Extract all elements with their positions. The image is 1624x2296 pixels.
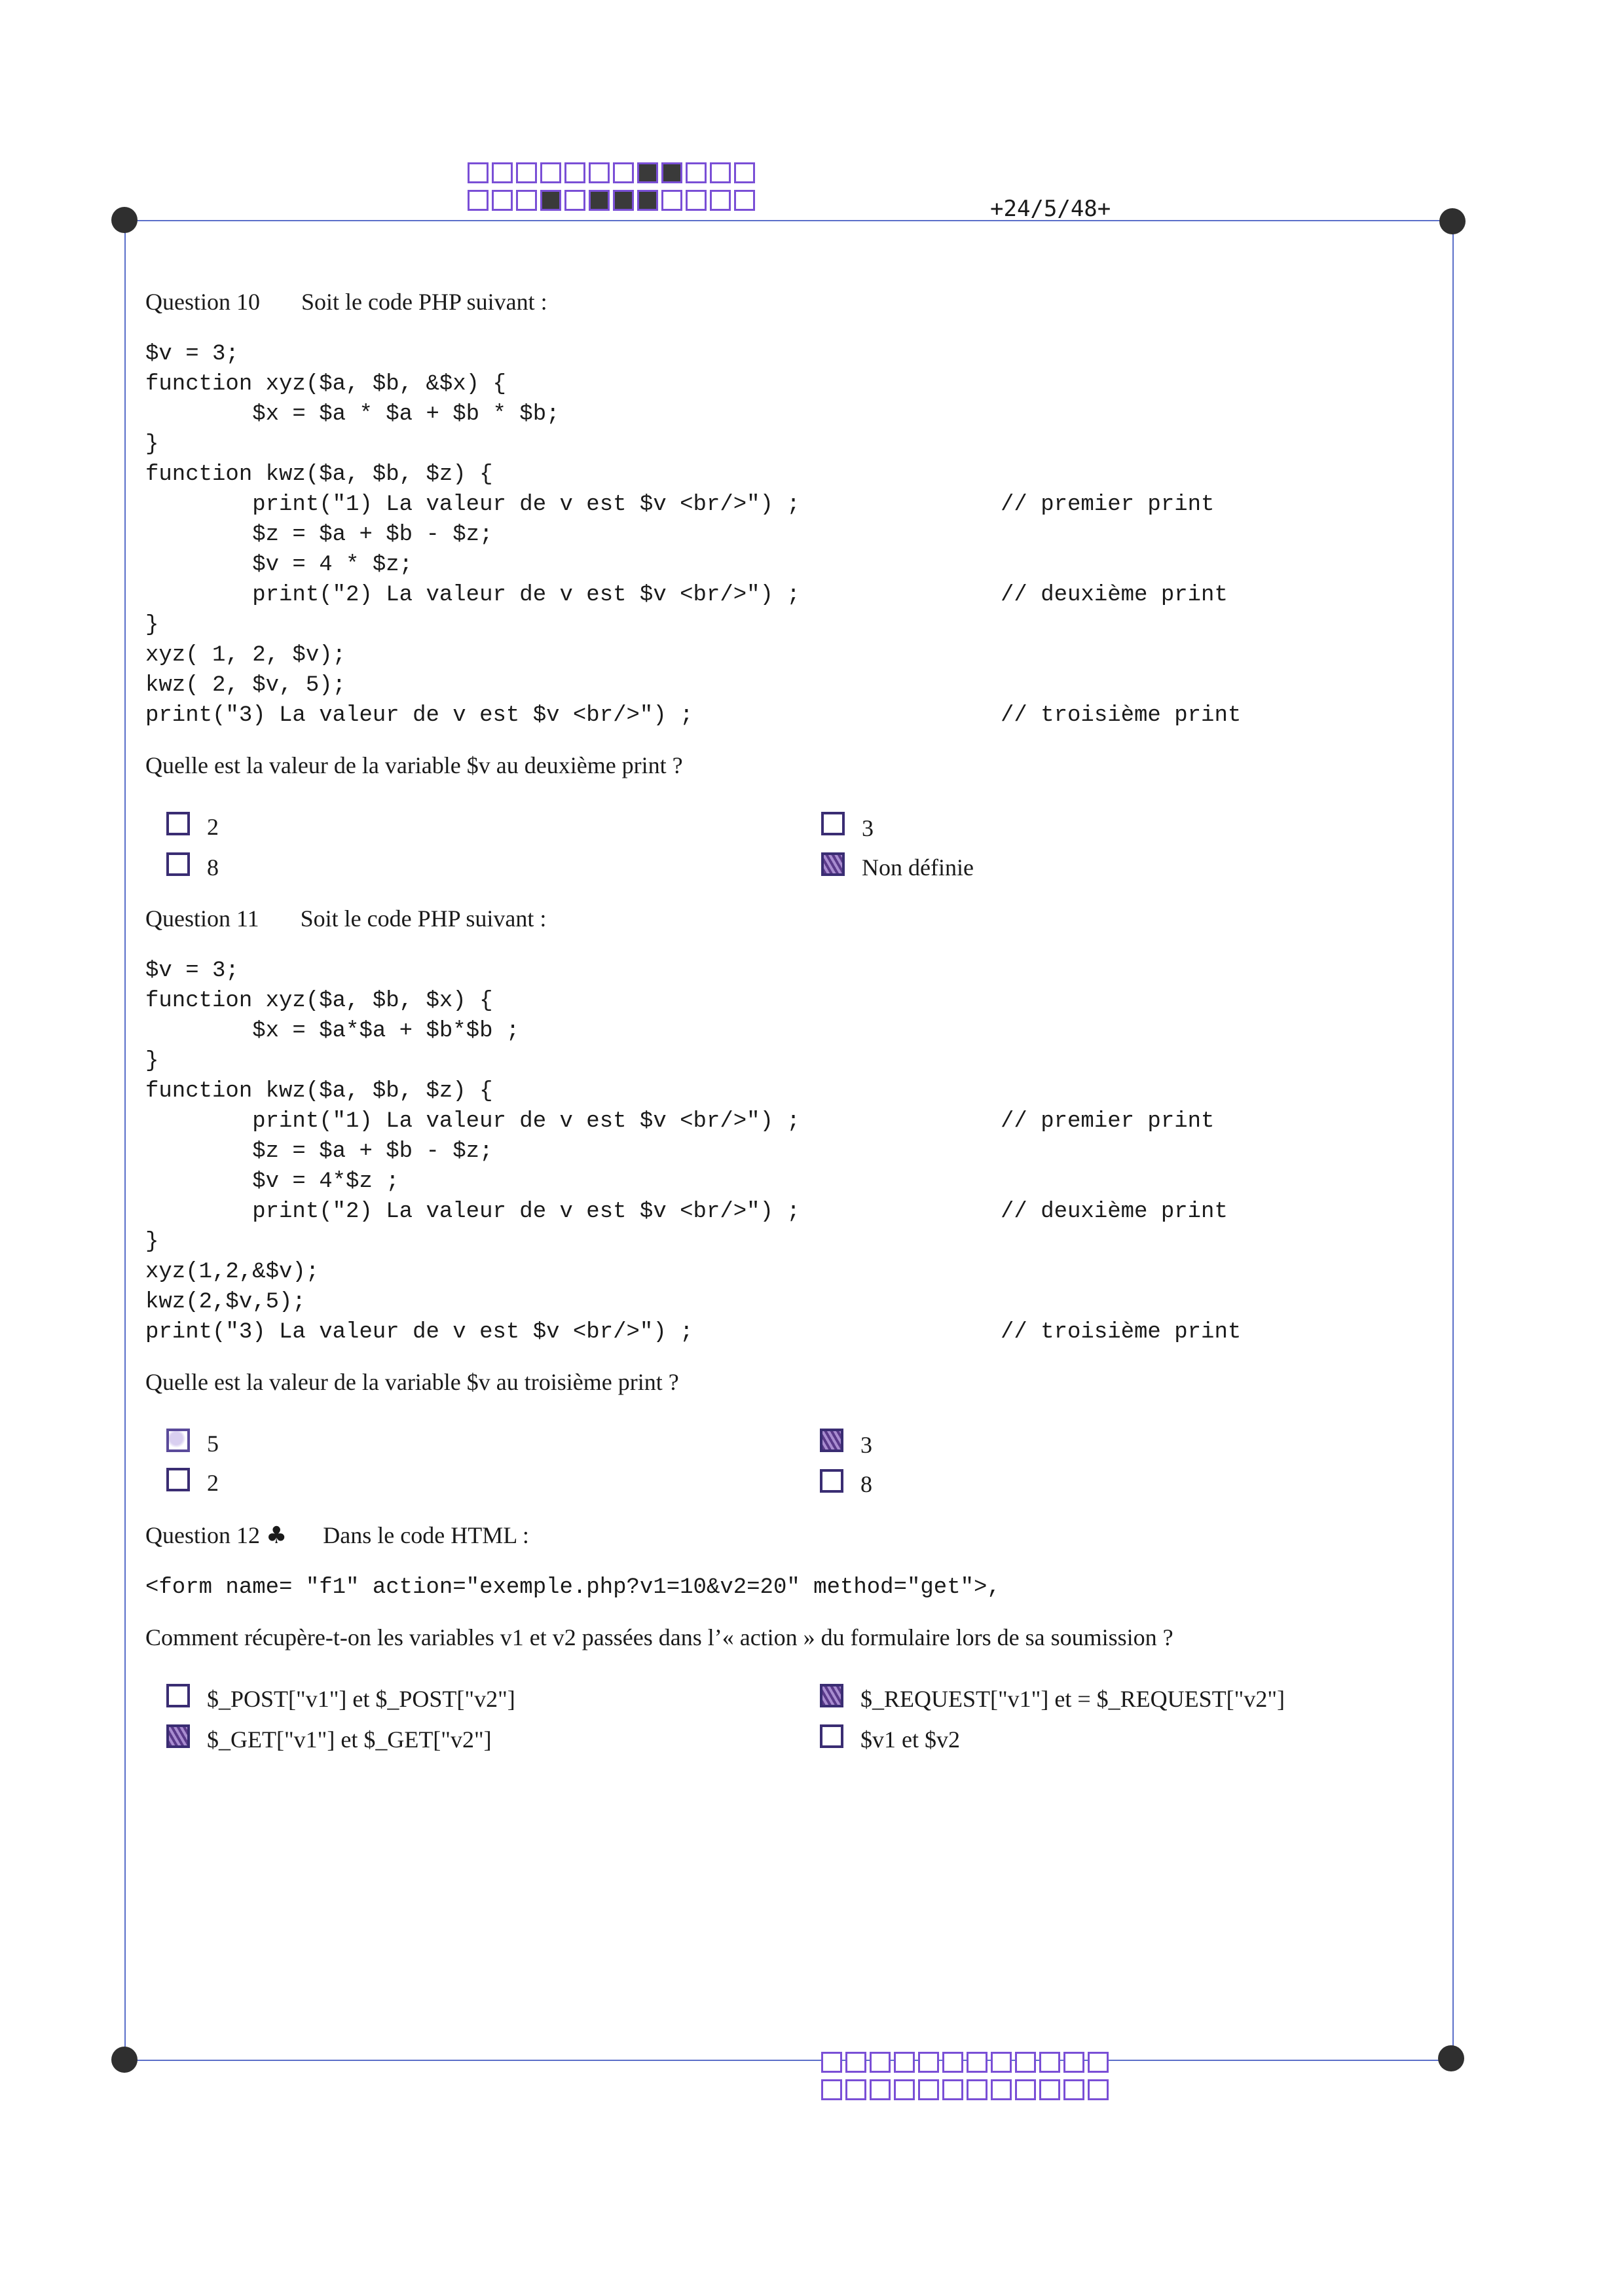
- code-line: print("3) La valeur de v est $v <br/>") ;: [145, 1320, 693, 1345]
- q12-answer-checkbox-get[interactable]: [166, 1724, 190, 1748]
- code-box: [967, 2052, 987, 2073]
- q12-answer-checkbox-post[interactable]: [166, 1684, 190, 1707]
- code-box: [1015, 2052, 1036, 2073]
- code-box: [1015, 2079, 1036, 2100]
- code-line: $v = 3;: [145, 342, 239, 367]
- code-line: $v = 3;: [145, 958, 239, 983]
- q12-question: Comment récupère-t-on les variables v1 et v2 passées dans l’« action » du formulaire lors de sa soumission ?: [145, 1624, 1173, 1650]
- q10-comment-3: // troisième print: [1001, 703, 1242, 728]
- code-line: print("2) La valeur de v est $v <br/>") ;: [145, 583, 800, 608]
- code-box: [845, 2052, 866, 2073]
- code-line: kwz( 2, $v, 5);: [145, 673, 346, 698]
- q11-heading: [145, 905, 546, 932]
- code-box: [564, 190, 585, 211]
- code-line: }: [145, 432, 159, 457]
- code-box: [1063, 2052, 1084, 2073]
- q11-answer-label-2: 2: [207, 1470, 219, 1496]
- frame-bottom-line: [124, 2060, 1454, 2061]
- code-box: [894, 2079, 915, 2100]
- code-box: [661, 190, 682, 211]
- q11-answer-label-5: 5: [207, 1430, 219, 1457]
- code-box: [991, 2052, 1012, 2073]
- code-line: kwz(2,$v,5);: [145, 1290, 306, 1315]
- page-id: +24/5/48+: [990, 196, 1111, 222]
- q11-comment-2: // deuxième print: [1001, 1199, 1228, 1224]
- top-code-strip-1: [468, 162, 758, 183]
- code-box: [686, 190, 707, 211]
- code-box: [661, 162, 682, 183]
- code-box: [589, 190, 610, 211]
- corner-mark-bottom-right: [1438, 2045, 1464, 2071]
- frame-top-line: [124, 220, 1454, 221]
- q12-code: <form name= "f1" action="exemple.php?v1=10&v2=20" method="get">,: [145, 1575, 1001, 1600]
- code-line: function kwz($a, $b, $z) {: [145, 1079, 493, 1104]
- code-line: xyz(1,2,&$v);: [145, 1260, 320, 1285]
- bottom-code-strip-1: [821, 2052, 1112, 2073]
- q11-comment-3: // troisième print: [1001, 1320, 1242, 1345]
- code-line: print("1) La valeur de v est $v <br/>") ;: [145, 492, 800, 517]
- q11-answer-checkbox-5[interactable]: [166, 1429, 190, 1452]
- q10-question: Quelle est la valeur de la variable $v au deuxième print ?: [145, 752, 683, 778]
- code-box: [942, 2052, 963, 2073]
- code-line: print("1) La valeur de v est $v <br/>") ;: [145, 1109, 800, 1134]
- code-box: [710, 162, 731, 183]
- q11-question: Quelle est la valeur de la variable $v au troisième print ?: [145, 1369, 679, 1395]
- q12-answer-checkbox-vars[interactable]: [820, 1724, 843, 1748]
- code-line: }: [145, 1230, 159, 1254]
- code-box: [991, 2079, 1012, 2100]
- q12-answer-checkbox-request[interactable]: [820, 1684, 843, 1707]
- code-line: function xyz($a, $b, &$x) {: [145, 372, 506, 397]
- q10-comment-2: // deuxième print: [1001, 583, 1228, 608]
- code-box: [845, 2079, 866, 2100]
- q10-heading: [145, 288, 547, 316]
- q11-answer-checkbox-8[interactable]: [820, 1469, 843, 1493]
- q10-answer-checkbox-3[interactable]: [821, 812, 845, 835]
- code-box: [1039, 2052, 1060, 2073]
- frame-left-line: [124, 220, 126, 2060]
- code-box: [894, 2052, 915, 2073]
- code-line: $v = 4*$z ;: [145, 1169, 399, 1194]
- code-line: xyz( 1, 2, $v);: [145, 643, 346, 668]
- code-box: [710, 190, 731, 211]
- q12-intro: Dans le code HTML :: [323, 1522, 529, 1548]
- q11-answer-checkbox-3[interactable]: [820, 1429, 843, 1452]
- code-box: [734, 162, 755, 183]
- q11-comment-1: // premier print: [1001, 1109, 1215, 1134]
- q12-heading: [145, 1522, 529, 1549]
- code-box: [870, 2052, 891, 2073]
- code-box: [821, 2079, 842, 2100]
- q10-intro: Soit le code PHP suivant :: [301, 289, 547, 315]
- q10-number: Question 10: [145, 289, 260, 315]
- code-line: print("3) La valeur de v est $v <br/>") ;: [145, 703, 693, 728]
- code-line: $x = $a * $a + $b * $b;: [145, 402, 560, 427]
- top-code-strip-2: [468, 190, 758, 211]
- bottom-code-strip-2: [821, 2079, 1112, 2100]
- code-line: print("2) La valeur de v est $v <br/>") ;: [145, 1199, 800, 1224]
- q10-answer-checkbox-non-definie[interactable]: [821, 852, 845, 876]
- code-box: [540, 162, 561, 183]
- code-line: function xyz($a, $b, $x) {: [145, 989, 493, 1013]
- code-box: [492, 162, 513, 183]
- code-box: [1063, 2079, 1084, 2100]
- q10-answer-label-non-definie: Non définie: [862, 854, 974, 881]
- code-line: }: [145, 1049, 159, 1074]
- q11-number: Question 11: [145, 905, 259, 932]
- code-box: [492, 190, 513, 211]
- corner-mark-top-right: [1439, 208, 1466, 234]
- code-box: [686, 162, 707, 183]
- code-box: [613, 162, 634, 183]
- q10-answer-checkbox-8[interactable]: [166, 852, 190, 876]
- code-box: [613, 190, 634, 211]
- q10-answer-checkbox-2[interactable]: [166, 812, 190, 835]
- q11-answer-label-3: 3: [860, 1432, 872, 1458]
- code-line: function kwz($a, $b, $z) {: [145, 462, 493, 487]
- code-box: [637, 190, 658, 211]
- code-box: [821, 2052, 842, 2073]
- q12-answer-label-request: $_REQUEST["v1"] et = $_REQUEST["v2"]: [860, 1686, 1285, 1712]
- q12-answer-label-vars: $v1 et $v2: [860, 1726, 960, 1753]
- q12-answer-label-post: $_POST["v1"] et $_POST["v2"]: [207, 1686, 515, 1712]
- q12-answer-label-get: $_GET["v1"] et $_GET["v2"]: [207, 1726, 492, 1753]
- code-box: [564, 162, 585, 183]
- code-box: [1088, 2052, 1109, 2073]
- code-line: }: [145, 613, 159, 638]
- code-line: $z = $a + $b - $z;: [145, 1139, 493, 1164]
- code-box: [516, 190, 537, 211]
- q11-answer-checkbox-2[interactable]: [166, 1468, 190, 1491]
- code-box: [1088, 2079, 1109, 2100]
- code-box: [734, 190, 755, 211]
- frame-right-line: [1452, 220, 1454, 2060]
- code-box: [468, 162, 489, 183]
- code-line: $v = 4 * $z;: [145, 553, 413, 577]
- code-box: [967, 2079, 987, 2100]
- code-box: [589, 162, 610, 183]
- code-line: $x = $a*$a + $b*$b ;: [145, 1019, 520, 1044]
- corner-mark-top-left: [111, 207, 138, 233]
- q10-answer-label-2: 2: [207, 814, 219, 840]
- code-box: [540, 190, 561, 211]
- q11-answer-label-8: 8: [860, 1471, 872, 1497]
- q12-number: Question 12: [145, 1522, 260, 1548]
- code-line: $z = $a + $b - $z;: [145, 522, 493, 547]
- code-box: [918, 2052, 939, 2073]
- club-icon: ♣: [266, 1522, 287, 1549]
- code-box: [870, 2079, 891, 2100]
- code-box: [637, 162, 658, 183]
- code-box: [468, 190, 489, 211]
- q10-answer-label-8: 8: [207, 854, 219, 881]
- corner-mark-bottom-left: [111, 2047, 138, 2073]
- code-box: [1039, 2079, 1060, 2100]
- code-box: [942, 2079, 963, 2100]
- q10-answer-label-3: 3: [862, 815, 874, 841]
- code-box: [918, 2079, 939, 2100]
- q10-comment-1: // premier print: [1001, 492, 1215, 517]
- q11-intro: Soit le code PHP suivant :: [300, 905, 547, 932]
- code-box: [516, 162, 537, 183]
